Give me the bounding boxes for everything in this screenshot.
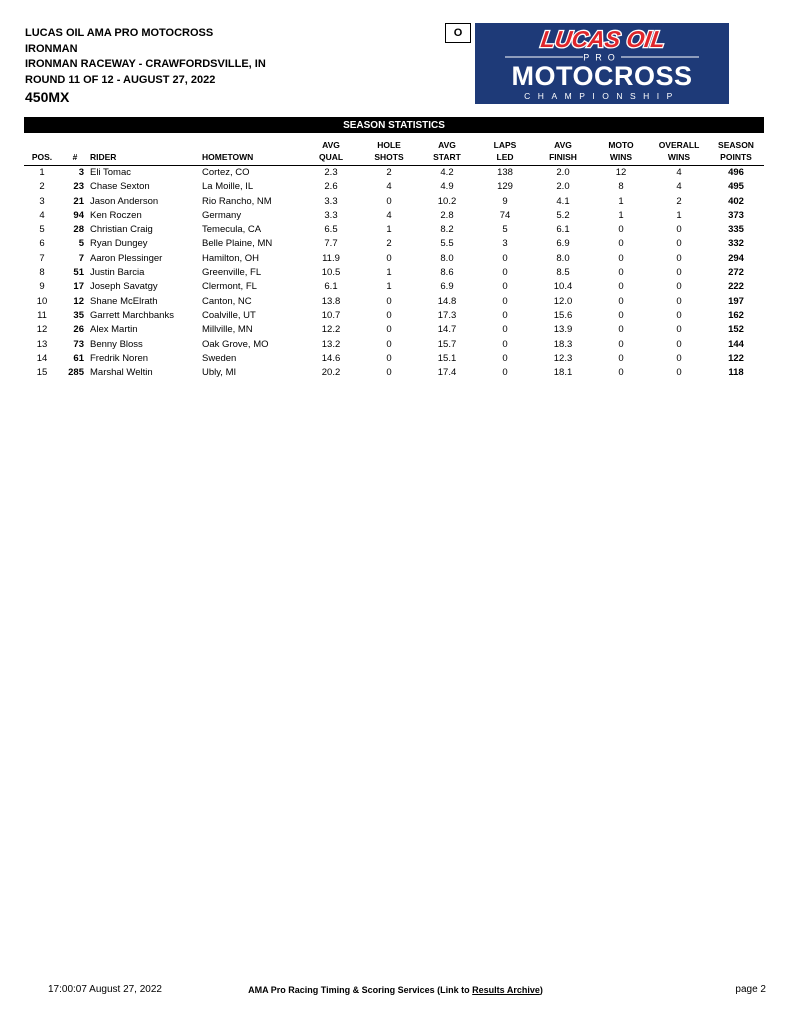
- cell-hometown: Germany: [202, 209, 242, 221]
- cell-avg-start: 14.8: [437, 295, 457, 307]
- cell-season-points: 495: [728, 181, 744, 193]
- cell-hometown: Clermont, FL: [202, 281, 257, 293]
- table-row: [24, 237, 764, 251]
- cell-number: 7: [78, 252, 84, 264]
- cell-moto-wins: 8: [618, 181, 624, 193]
- cell-hometown: Ubly, MI: [202, 367, 237, 379]
- cell-avg-qual: 10.5: [321, 267, 341, 279]
- event-header: [25, 26, 266, 106]
- col-avg-qual: AVG QUAL: [302, 139, 360, 166]
- cell-laps-led: 5: [502, 224, 508, 236]
- cell-overall-wins: 0: [676, 281, 682, 293]
- cell-pos: 4: [39, 209, 45, 221]
- stats-body: [24, 166, 764, 381]
- cell-avg-qual: 7.7: [324, 238, 338, 250]
- cell-avg-finish: 4.1: [556, 195, 570, 207]
- cell-avg-start: 17.3: [437, 309, 457, 321]
- cell-avg-finish: 8.5: [556, 267, 570, 279]
- cell-avg-start: 8.2: [440, 224, 454, 236]
- cell-overall-wins: 0: [676, 295, 682, 307]
- cell-pos: 2: [39, 181, 45, 193]
- cell-avg-finish: 12.0: [553, 295, 573, 307]
- cell-avg-finish: 2.0: [556, 167, 570, 178]
- cell-pos: 13: [36, 338, 48, 350]
- cell-hometown: Sweden: [202, 352, 237, 364]
- cell-hole-shots: 0: [386, 338, 392, 350]
- series-name: LUCAS OIL AMA PRO MOTOCROSS: [25, 27, 214, 39]
- cell-laps-led: 74: [499, 209, 511, 221]
- cell-hometown: Rio Rancho, NM: [202, 195, 272, 207]
- service-prefix: AMA Pro Racing Timing & Scoring Services (Link to: [248, 985, 473, 995]
- cell-avg-finish: 8.0: [556, 252, 570, 264]
- cell-season-points: 122: [728, 352, 744, 364]
- round-info: ROUND 11 OF 12 - AUGUST 27, 2022: [25, 73, 216, 86]
- cell-moto-wins: 0: [618, 224, 624, 236]
- cell-number: 285: [68, 367, 84, 379]
- service-suffix: ): [539, 985, 543, 995]
- cell-season-points: 496: [728, 167, 744, 178]
- cell-rider: Benny Bloss: [90, 338, 143, 350]
- cell-pos: 1: [39, 167, 45, 178]
- cell-season-points: 335: [728, 224, 744, 236]
- cell-season-points: 144: [728, 338, 744, 350]
- table-row: [24, 180, 764, 194]
- cell-season-points: 373: [728, 209, 744, 221]
- cell-rider: Eli Tomac: [90, 167, 132, 178]
- cell-overall-wins: 0: [676, 338, 682, 350]
- col-moto-wins: MOTO WINS: [592, 139, 650, 166]
- cell-avg-qual: 2.6: [324, 181, 338, 193]
- cell-rider: Aaron Plessinger: [90, 252, 163, 264]
- season-stats-table: [24, 139, 764, 380]
- timing-service-credit: [0, 985, 791, 995]
- cell-avg-qual: 6.1: [324, 281, 338, 293]
- cell-overall-wins: 4: [676, 167, 682, 178]
- cell-hometown: Greenville, FL: [202, 267, 262, 279]
- cell-avg-qual: 6.5: [324, 224, 338, 236]
- cell-avg-start: 4.9: [440, 181, 454, 193]
- cell-avg-qual: 11.9: [322, 252, 340, 264]
- cell-rider: Fredrik Noren: [90, 352, 149, 364]
- cell-avg-start: 10.2: [437, 195, 457, 207]
- cell-rider: Justin Barcia: [90, 267, 145, 279]
- cell-moto-wins: 0: [618, 267, 624, 279]
- cell-moto-wins: 0: [618, 367, 624, 379]
- results-archive-link[interactable]: Results Archive: [472, 985, 540, 995]
- cell-rider: Christian Craig: [90, 224, 153, 236]
- cell-number: 26: [73, 324, 84, 336]
- cell-season-points: 272: [728, 267, 744, 279]
- cell-avg-qual: 13.2: [321, 338, 341, 350]
- cell-overall-wins: 0: [676, 352, 682, 364]
- cell-pos: 7: [39, 252, 45, 264]
- cell-hometown: Oak Grove, MO: [202, 338, 269, 350]
- cell-hole-shots: 1: [386, 224, 392, 236]
- cell-hometown: Millville, MN: [202, 324, 253, 336]
- cell-moto-wins: 12: [615, 167, 627, 178]
- cell-moto-wins: 0: [618, 295, 624, 307]
- col-hole-shots: HOLE SHOTS: [360, 139, 418, 166]
- cell-hometown: La Moille, IL: [202, 181, 254, 193]
- table-row: [24, 252, 764, 266]
- cell-pos: 10: [36, 295, 48, 307]
- cell-hole-shots: 2: [386, 167, 392, 178]
- cell-rider: Ken Roczen: [90, 209, 142, 221]
- cell-avg-finish: 18.1: [553, 367, 573, 379]
- cell-hometown: Cortez, CO: [202, 167, 250, 178]
- col-number: #: [60, 139, 90, 166]
- cell-avg-start: 4.2: [440, 167, 454, 178]
- cell-avg-qual: 3.3: [324, 195, 338, 207]
- cell-pos: 8: [39, 267, 45, 279]
- col-rider: RIDER: [90, 139, 202, 166]
- cell-avg-start: 8.0: [440, 252, 454, 264]
- table-row: [24, 366, 764, 380]
- cell-laps-led: 0: [502, 281, 508, 293]
- cell-overall-wins: 0: [676, 238, 682, 250]
- cell-overall-wins: 0: [676, 252, 682, 264]
- cell-season-points: 152: [728, 324, 744, 336]
- venue-name: IRONMAN RACEWAY - CRAWFORDSVILLE, IN: [25, 58, 266, 70]
- cell-rider: Alex Martin: [90, 324, 138, 336]
- cell-pos: 5: [39, 224, 45, 236]
- cell-avg-start: 14.7: [437, 324, 457, 336]
- cell-hometown: Temecula, CA: [202, 224, 262, 236]
- cell-laps-led: 0: [502, 267, 508, 279]
- cell-moto-wins: 0: [618, 252, 624, 264]
- cell-moto-wins: 0: [618, 238, 624, 250]
- cell-season-points: 118: [728, 367, 744, 379]
- cell-overall-wins: 0: [676, 324, 682, 336]
- cell-hole-shots: 2: [386, 238, 392, 250]
- cell-season-points: 402: [728, 195, 744, 207]
- cell-number: 3: [78, 167, 84, 178]
- cell-avg-qual: 14.6: [321, 352, 341, 364]
- cell-hole-shots: 0: [386, 295, 392, 307]
- cell-season-points: 197: [728, 295, 744, 307]
- col-avg-start: AVG START: [418, 139, 476, 166]
- table-row: [24, 223, 764, 237]
- cell-pos: 9: [39, 281, 45, 293]
- cell-laps-led: 0: [502, 352, 508, 364]
- table-row: [24, 295, 764, 309]
- cell-hole-shots: 1: [386, 267, 392, 279]
- cell-avg-finish: 10.4: [553, 281, 573, 293]
- cell-avg-start: 8.6: [440, 267, 454, 279]
- cell-avg-finish: 6.9: [556, 238, 570, 250]
- cell-avg-finish: 12.3: [553, 352, 573, 364]
- page-number: page 2: [735, 984, 766, 995]
- cell-avg-qual: 3.3: [324, 209, 338, 221]
- cell-number: 12: [73, 295, 84, 307]
- cell-avg-start: 6.9: [440, 281, 454, 293]
- cell-overall-wins: 4: [676, 181, 682, 193]
- cell-hole-shots: 0: [386, 324, 392, 336]
- cell-laps-led: 0: [502, 367, 508, 379]
- cell-avg-finish: 15.6: [553, 309, 573, 321]
- cell-hole-shots: 0: [386, 309, 392, 321]
- header-row: [24, 139, 764, 166]
- col-overall-wins: OVERALL WINS: [650, 139, 708, 166]
- cell-laps-led: 0: [502, 295, 508, 307]
- cell-moto-wins: 0: [618, 309, 624, 321]
- cell-rider: Jason Anderson: [90, 195, 159, 207]
- cell-number: 28: [73, 224, 84, 236]
- table-row: [24, 280, 764, 294]
- event-name: IRONMAN: [25, 42, 78, 55]
- section-title: SEASON STATISTICS: [24, 117, 764, 133]
- logo-motocross-text: MOTOCROSS: [511, 61, 693, 91]
- cell-moto-wins: 1: [618, 195, 624, 207]
- logo-pro-text: PRO: [583, 52, 621, 63]
- cell-avg-qual: 13.8: [321, 295, 341, 307]
- cell-moto-wins: 0: [618, 352, 624, 364]
- table-row: [24, 309, 764, 323]
- official-badge: O: [445, 23, 471, 43]
- cell-avg-start: 15.7: [437, 338, 457, 350]
- cell-avg-qual: 10.7: [321, 309, 341, 321]
- cell-overall-wins: 0: [676, 224, 682, 236]
- cell-number: 73: [73, 338, 84, 350]
- cell-hometown: Belle Plaine, MN: [202, 238, 273, 250]
- cell-hometown: Coalville, UT: [202, 309, 256, 321]
- logo-championship-text: CHAMPIONSHIP: [524, 91, 680, 101]
- cell-hole-shots: 0: [386, 367, 392, 379]
- cell-season-points: 222: [728, 281, 744, 293]
- cell-avg-finish: 18.3: [553, 338, 573, 350]
- cell-hole-shots: 1: [386, 281, 392, 293]
- cell-avg-qual: 20.2: [321, 367, 341, 379]
- cell-pos: 12: [36, 324, 48, 336]
- col-avg-finish: AVG FINISH: [534, 139, 592, 166]
- col-season-points: SEASON POINTS: [708, 139, 764, 166]
- cell-avg-qual: 12.2: [321, 324, 341, 336]
- cell-overall-wins: 2: [676, 195, 682, 207]
- cell-pos: 3: [39, 195, 45, 207]
- cell-rider: Ryan Dungey: [90, 238, 148, 250]
- cell-rider: Garrett Marchbanks: [90, 309, 174, 321]
- cell-avg-finish: 6.1: [556, 224, 570, 236]
- cell-avg-start: 2.8: [440, 209, 454, 221]
- cell-hometown: Hamilton, OH: [202, 252, 260, 264]
- table-row: [24, 166, 764, 181]
- cell-moto-wins: 0: [618, 281, 624, 293]
- col-laps-led: LAPS LED: [476, 139, 534, 166]
- cell-hole-shots: 4: [386, 209, 392, 221]
- table-row: [24, 338, 764, 352]
- cell-rider: Chase Sexton: [90, 181, 150, 193]
- cell-hole-shots: 4: [386, 181, 392, 193]
- cell-avg-finish: 5.2: [556, 209, 570, 221]
- cell-avg-qual: 2.3: [324, 167, 338, 178]
- cell-avg-start: 5.5: [440, 238, 454, 250]
- cell-moto-wins: 0: [618, 324, 624, 336]
- cell-pos: 11: [37, 309, 47, 321]
- cell-number: 35: [73, 309, 84, 321]
- table-row: [24, 209, 764, 223]
- cell-hometown: Canton, NC: [202, 295, 252, 307]
- cell-avg-start: 15.1: [437, 352, 457, 364]
- cell-hole-shots: 0: [386, 252, 392, 264]
- cell-rider: Joseph Savatgy: [90, 281, 158, 293]
- class-name: 450MX: [25, 89, 70, 105]
- logo-brand-text: LUCAS OIL: [539, 26, 667, 52]
- col-hometown: HOMETOWN: [202, 139, 302, 166]
- cell-season-points: 332: [728, 238, 744, 250]
- cell-laps-led: 0: [502, 309, 508, 321]
- cell-pos: 15: [36, 367, 48, 379]
- table-row: [24, 195, 764, 209]
- cell-overall-wins: 0: [676, 267, 682, 279]
- cell-laps-led: 3: [502, 238, 508, 250]
- cell-avg-finish: 13.9: [553, 324, 573, 336]
- table-row: [24, 266, 764, 280]
- cell-moto-wins: 1: [618, 209, 624, 221]
- cell-number: 17: [73, 281, 84, 293]
- cell-number: 21: [73, 195, 84, 207]
- cell-number: 5: [78, 238, 84, 250]
- table-row: [24, 323, 764, 337]
- cell-hole-shots: 0: [386, 195, 392, 207]
- cell-overall-wins: 0: [676, 309, 682, 321]
- cell-overall-wins: 1: [676, 209, 682, 221]
- report-timestamp: 17:00:07 August 27, 2022: [48, 984, 162, 995]
- cell-laps-led: 138: [497, 167, 513, 178]
- cell-season-points: 294: [728, 252, 744, 264]
- cell-moto-wins: 0: [618, 338, 624, 350]
- cell-number: 61: [73, 352, 84, 364]
- cell-pos: 6: [39, 238, 45, 250]
- cell-avg-start: 17.4: [437, 367, 457, 379]
- logo-artwork: [475, 23, 729, 104]
- table-row: [24, 352, 764, 366]
- cell-laps-led: 129: [497, 181, 513, 193]
- cell-season-points: 162: [728, 309, 744, 321]
- cell-laps-led: 0: [502, 252, 508, 264]
- col-pos: POS.: [24, 139, 60, 166]
- cell-pos: 14: [36, 352, 48, 364]
- cell-hole-shots: 0: [386, 352, 392, 364]
- cell-laps-led: 9: [502, 195, 508, 207]
- cell-avg-finish: 2.0: [556, 181, 570, 193]
- cell-overall-wins: 0: [676, 367, 682, 379]
- cell-number: 23: [73, 181, 84, 193]
- cell-rider: Shane McElrath: [90, 295, 158, 307]
- cell-rider: Marshal Weltin: [90, 367, 153, 379]
- cell-laps-led: 0: [502, 324, 508, 336]
- lucas-oil-pro-motocross-logo: [475, 23, 729, 104]
- cell-laps-led: 0: [502, 338, 508, 350]
- cell-number: 51: [73, 267, 84, 279]
- cell-number: 94: [73, 209, 84, 221]
